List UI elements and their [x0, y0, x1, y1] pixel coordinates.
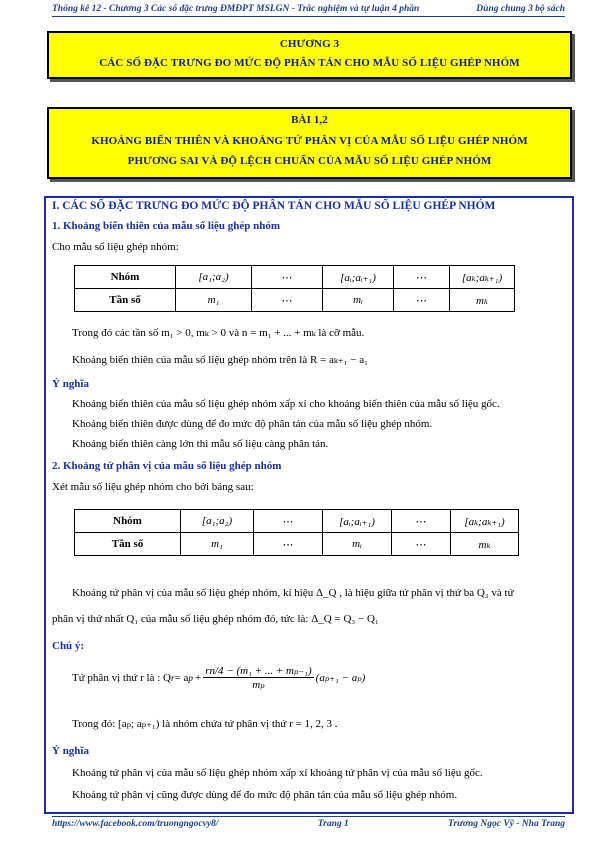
footer-author: Trương Ngọc Vỹ - Nha Trang: [448, 819, 565, 829]
lesson-banner: [47, 107, 572, 179]
table-row: [75, 533, 519, 556]
grouped-data-table-2: [74, 509, 519, 556]
table-cell: ⋯: [252, 266, 323, 289]
quartile-formula: Tứ phân vị thứ r là : Q r = a p + $\frac{\text{rn/4 − (m₁ + ... + mₚ₋₁)}}{\text{mₚ}}$ (aₚ₊₁ − aₚ): [72, 665, 366, 691]
meaning-1-line-3: Khoảng biến thiên càng lớn thì mẫu số liệu càng phân tán.: [72, 438, 329, 450]
grouped-data-table-1: [74, 265, 515, 312]
table-cell: [a₁;a₂): [181, 510, 254, 533]
header-right-text: Dùng chung 3 bộ sách: [476, 4, 565, 14]
meaning-heading-2: Ý nghĩa: [52, 745, 89, 757]
table-cell: mᵢ: [323, 533, 392, 556]
table-cell: ⋯: [392, 510, 451, 533]
section-title: I. CÁC SỐ ĐẶC TRƯNG ĐO MỨC ĐỘ PHÂN TÁN CHO MẪU SỐ LIỆU GHÉP NHÓM: [52, 200, 496, 212]
formula-denominator: mₚ: [252, 679, 265, 691]
table-cell: [aₖ;aₖ₊₁): [450, 266, 515, 289]
page-number: Trang 1: [317, 819, 349, 829]
table-row: [75, 510, 519, 533]
table-cell: m₁: [181, 533, 254, 556]
frequency-note: Trong đó các tần số m₁ > 0, mₖ > 0 và n = m₁ + ... + mₖ là cỡ mẫu.: [72, 327, 365, 339]
iqr-definition-line-1: Khoảng tứ phân vị của mẫu số liệu ghép nhóm, kí hiệu Δ_Q , là hiệu giữa tứ phân vị thứ ba Q₃ và tứ: [72, 587, 514, 599]
page-header: [52, 4, 565, 17]
table-row: [75, 289, 515, 312]
table-cell: ⋯: [254, 510, 323, 533]
meaning-heading-1: Ý nghĩa: [52, 378, 89, 390]
chapter-banner: [47, 31, 572, 79]
range-definition: Khoảng biến thiên của mẫu số liệu ghép nhóm trên là R = aₖ₊₁ − a₁: [72, 354, 368, 366]
group-note: Trong đó: [aₚ; aₚ₊₁) là nhóm chứa tứ phân vị thứ r = 1, 2, 3 .: [72, 718, 338, 730]
meaning-1-line-1: Khoảng biến thiên của mẫu số liệu ghép nhóm xấp xỉ cho khoảng biến thiên của mẫu số liệu gốc.: [72, 398, 500, 410]
lesson-title-1: KHOẢNG BIẾN THIÊN VÀ KHOẢNG TỨ PHÂN VỊ CỦA MẪU SỐ LIỆU GHÉP NHÓM: [91, 135, 528, 147]
table-cell: ⋯: [394, 289, 450, 312]
header-left-text: Thống kê 12 - Chương 3 Các số đặc trưng ĐMĐPT MSLGN - Trắc nghiệm và tự luận 4 phần: [52, 4, 420, 14]
formula-sub: r: [171, 672, 175, 683]
table-cell: mₖ: [450, 289, 515, 312]
table-cell: m₁: [176, 289, 252, 312]
formula-eq: = a: [174, 671, 189, 684]
meaning-1-line-2: Khoảng biến thiên được dùng để đo mức độ phân tán của mẫu số liệu ghép nhóm.: [72, 418, 433, 430]
table-cell: [aᵢ;aᵢ₊₁): [323, 266, 394, 289]
iqr-intro: Xét mẫu số liệu ghép nhóm cho bởi bảng sau:: [52, 481, 254, 493]
subsection-iqr: 2. Khoảng tứ phân vị của mẫu số liệu ghép nhóm: [52, 460, 282, 472]
table-header-group: Nhóm: [75, 510, 181, 533]
lesson-title-2: PHƯƠNG SAI VÀ ĐỘ LỆCH CHUẨN CỦA MẪU SỐ LIỆU GHÉP NHÓM: [127, 155, 492, 167]
table-cell: [aₖ;aₖ₊₁): [451, 510, 519, 533]
table-cell: mₖ: [451, 533, 519, 556]
iqr-definition-line-2: phân vị thứ nhất Q₁ của mẫu số liệu ghép nhóm đó, tức là: Δ_Q = Q₃ − Q₁: [52, 613, 379, 625]
lesson-number: BÀI 1,2: [291, 114, 328, 126]
formula-ap: p: [188, 672, 193, 683]
table-row: [75, 266, 515, 289]
table-cell: ⋯: [252, 289, 323, 312]
intro-paragraph: Cho mẫu số liệu ghép nhóm:: [52, 241, 179, 253]
table-cell: ⋯: [394, 266, 450, 289]
table-header-group: Nhóm: [75, 266, 176, 289]
chapter-title: CÁC SỐ ĐẶC TRƯNG ĐO MỨC ĐỘ PHÂN TÁN CHO MẪU SỐ LIỆU GHÉP NHÓM: [99, 57, 520, 69]
formula-numerator: rn/4 − (m₁ + ... + mₚ₋₁): [205, 665, 312, 677]
subsection-range: 1. Khoảng biến thiên của mẫu số liệu ghép nhóm: [52, 220, 280, 232]
chapter-number: CHƯƠNG 3: [279, 38, 340, 50]
table-header-freq: Tần số: [75, 289, 176, 312]
table-cell: ⋯: [254, 533, 323, 556]
note-heading: Chú ý:: [52, 640, 85, 652]
footer-link[interactable]: https://www.facebook.com/truongngocvy8/: [52, 819, 219, 829]
table-cell: [aᵢ;aᵢ₊₁): [323, 510, 392, 533]
meaning-2-line-2: Khoảng tứ phân vị cũng được dùng để đo mức độ phân tán của mẫu số liệu ghép nhóm.: [72, 789, 458, 801]
table-cell: mᵢ: [323, 289, 394, 312]
table-cell: [a₁;a₂): [176, 266, 252, 289]
table-header-freq: Tần số: [75, 533, 181, 556]
formula-lead: Tứ phân vị thứ r là : Q: [72, 671, 171, 684]
table-cell: ⋯: [392, 533, 451, 556]
page-footer: [52, 816, 565, 829]
meaning-2-line-1: Khoảng tứ phân vị của mẫu số liệu ghép nhóm xấp xỉ khoảng tứ phân vị của mẫu số liệu gốc.: [72, 767, 483, 779]
formula-tail: (aₚ₊₁ − aₚ): [315, 672, 366, 684]
formula-fraction: [203, 664, 313, 691]
